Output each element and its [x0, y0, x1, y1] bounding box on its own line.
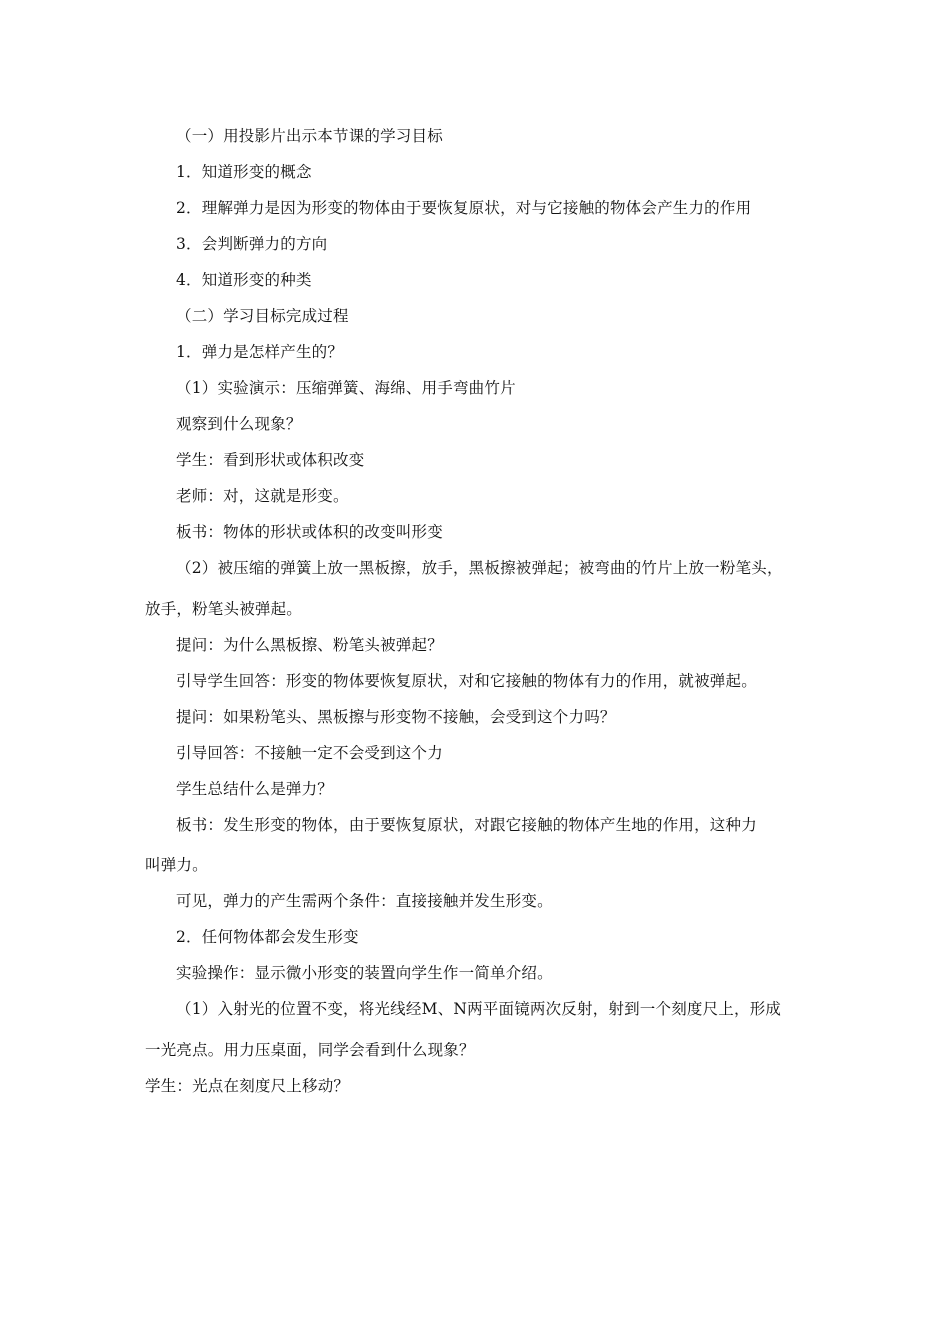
objective-item-1: 1．知道形变的概念	[176, 163, 312, 181]
objective-item-4: 4．知道形变的种类	[176, 271, 312, 289]
paragraph-line: 板书：发生形变的物体，由于要恢复原状，对跟它接触的物体产生地的作用，这种力	[176, 816, 757, 834]
paragraph-line: 可见，弹力的产生需两个条件：直接接触并发生形变。	[176, 892, 553, 910]
paragraph-line: 提问：如果粉笔头、黑板擦与形变物不接触，会受到这个力吗？	[176, 708, 616, 726]
paragraph-line: 提问：为什么黑板擦、粉笔头被弹起？	[176, 636, 443, 654]
paragraph-line: 学生：看到形状或体积改变	[176, 451, 365, 469]
paragraph-line: 引导回答：不接触一定不会受到这个力	[176, 744, 443, 762]
paragraph-line: （2）被压缩的弹簧上放一黑板擦，放手，黑板擦被弹起；被弯曲的竹片上放一粉笔头，	[176, 559, 783, 577]
paragraph-line: 引导学生回答：形变的物体要恢复原状，对和它接触的物体有力的作用，就被弹起。	[176, 672, 757, 690]
topic-heading-1: 1．弹力是怎样产生的？	[176, 343, 344, 361]
section-heading-2: （二）学习目标完成过程	[176, 307, 349, 325]
paragraph-line: 板书：物体的形状或体积的改变叫形变	[176, 523, 443, 541]
paragraph-line: 叫弹力。	[145, 856, 208, 874]
paragraph-line: 实验操作：显示微小形变的装置向学生作一简单介绍。	[176, 964, 553, 982]
topic-heading-2: 2．任何物体都会发生形变	[176, 928, 359, 946]
paragraph-line: 老师：对，这就是形变。	[176, 487, 349, 505]
paragraph-line: 放手，粉笔头被弹起。	[145, 600, 303, 618]
paragraph-line: 学生：光点在刻度尺上移动？	[145, 1077, 350, 1095]
paragraph-line: 观察到什么现象？	[176, 415, 302, 433]
objective-item-2: 2．理解弹力是因为形变的物体由于要恢复原状，对与它接触的物体会产生力的作用	[176, 199, 752, 217]
paragraph-line: （1）实验演示：压缩弹簧、海绵、用手弯曲竹片	[176, 379, 516, 397]
paragraph-line: 学生总结什么是弹力？	[176, 780, 334, 798]
paragraph-line: 一光亮点。用力压桌面，同学会看到什么现象？	[145, 1041, 475, 1059]
objective-item-3: 3．会判断弹力的方向	[176, 235, 328, 253]
paragraph-line: （1）入射光的位置不变，将光线经M、N两平面镜两次反射，射到一个刻度尺上，形成	[176, 1000, 782, 1018]
section-heading-1: （一）用投影片出示本节课的学习目标	[176, 127, 443, 145]
